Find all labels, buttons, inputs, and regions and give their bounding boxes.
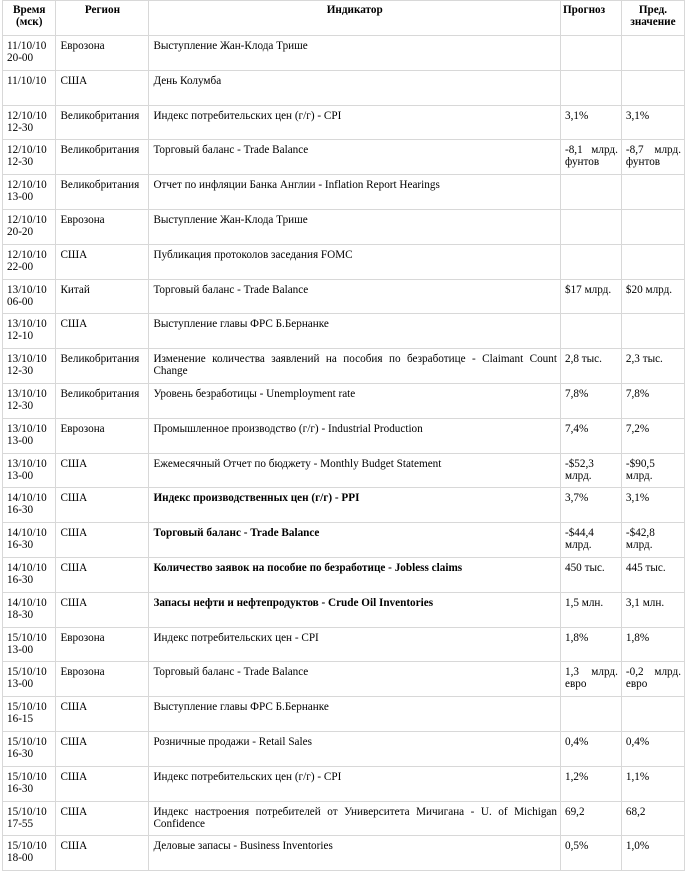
cell-indicator: Выступление главы ФРС Б.Бернанке — [149, 314, 561, 349]
table-row — [3, 383, 685, 418]
table-row — [3, 801, 685, 836]
cell-region: США — [56, 453, 149, 488]
event-time: 12-30 — [7, 156, 34, 169]
table-row — [3, 314, 685, 349]
event-date: 15/10/10 — [7, 701, 47, 714]
cell-indicator: Индекс настроения потребителей от Университета Мичигана - U. of Michigan Confidence — [149, 801, 561, 836]
cell-region: Великобритания — [56, 349, 149, 384]
cell-time — [3, 314, 56, 349]
event-time: 13-00 — [7, 434, 34, 447]
cell-region: Еврозона — [56, 662, 149, 697]
event-date: 14/10/10 — [7, 527, 47, 540]
cell-forecast: 0,5% — [560, 836, 621, 871]
economic-calendar-table — [2, 0, 685, 871]
cell-region: Еврозона — [56, 209, 149, 244]
table-row — [3, 662, 685, 697]
cell-region: Еврозона — [56, 627, 149, 662]
table-row — [3, 453, 685, 488]
cell-region: Великобритания — [56, 105, 149, 140]
cell-previous: -$90,5 млрд. — [621, 453, 684, 488]
cell-indicator: Торговый баланс - Trade Balance — [149, 662, 561, 697]
cell-forecast: -8,1 млрд. фунтов — [560, 140, 621, 175]
cell-time — [3, 383, 56, 418]
header-previous: Пред. значение — [621, 1, 684, 36]
cell-forecast: 3,7% — [560, 488, 621, 523]
cell-time — [3, 488, 56, 523]
cell-time — [3, 244, 56, 279]
cell-region: Великобритания — [56, 140, 149, 175]
cell-region: Великобритания — [56, 383, 149, 418]
cell-time — [3, 836, 56, 871]
header-indicator: Индикатор — [149, 1, 561, 36]
cell-indicator: День Колумба — [149, 70, 561, 105]
cell-previous — [621, 314, 684, 349]
cell-time — [3, 105, 56, 140]
header-time: Время (мск) — [3, 1, 56, 36]
cell-region: США — [56, 801, 149, 836]
event-date: 13/10/10 — [7, 457, 47, 470]
cell-region: США — [56, 314, 149, 349]
cell-indicator: Торговый баланс - Trade Balance — [149, 140, 561, 175]
table-row — [3, 488, 685, 523]
event-date: 12/10/10 — [7, 213, 47, 226]
cell-indicator: Деловые запасы - Business Inventories — [149, 836, 561, 871]
cell-previous — [621, 175, 684, 210]
event-date: 13/10/10 — [7, 422, 47, 435]
cell-indicator: Выступление Жан-Клода Трише — [149, 36, 561, 71]
event-time: 12-10 — [7, 330, 34, 343]
cell-forecast — [560, 697, 621, 732]
cell-region: США — [56, 836, 149, 871]
event-date: 13/10/10 — [7, 318, 47, 331]
event-date: 14/10/10 — [7, 492, 47, 505]
cell-previous: 1,8% — [621, 627, 684, 662]
table-row — [3, 697, 685, 732]
cell-indicator: Промышленное производство (г/г) - Industrial Production — [149, 418, 561, 453]
table-row — [3, 70, 685, 105]
cell-indicator: Индекс потребительских цен (г/г) - CPI — [149, 766, 561, 801]
cell-previous: $20 млрд. — [621, 279, 684, 314]
event-date: 13/10/10 — [7, 387, 47, 400]
cell-region: США — [56, 592, 149, 627]
cell-time — [3, 140, 56, 175]
cell-indicator: Количество заявок на пособие по безработице - Jobless claims — [149, 557, 561, 592]
cell-time — [3, 349, 56, 384]
event-date: 15/10/10 — [7, 805, 47, 818]
event-date: 15/10/10 — [7, 735, 47, 748]
cell-indicator: Публикация протоколов заседания FOMC — [149, 244, 561, 279]
event-time: 13-00 — [7, 643, 34, 656]
cell-forecast: 1,8% — [560, 627, 621, 662]
event-date: 13/10/10 — [7, 283, 47, 296]
event-time: 12-30 — [7, 365, 34, 378]
event-time: 12-30 — [7, 399, 34, 412]
cell-indicator: Уровень безработицы - Unemployment rate — [149, 383, 561, 418]
cell-time — [3, 36, 56, 71]
cell-forecast: 450 тыс. — [560, 557, 621, 592]
cell-forecast — [560, 244, 621, 279]
table-body — [3, 36, 685, 871]
cell-indicator: Изменение количества заявлений на пособия по безработице - Claimant Count Change — [149, 349, 561, 384]
cell-time — [3, 697, 56, 732]
event-date: 12/10/10 — [7, 248, 47, 261]
cell-forecast: 1,5 млн. — [560, 592, 621, 627]
table-header-row — [3, 1, 685, 36]
cell-previous: 3,1 млн. — [621, 592, 684, 627]
event-time: 16-30 — [7, 573, 34, 586]
cell-time — [3, 662, 56, 697]
table-row — [3, 766, 685, 801]
event-time: 18-30 — [7, 608, 34, 621]
cell-forecast: 7,8% — [560, 383, 621, 418]
cell-time — [3, 523, 56, 558]
cell-region: США — [56, 523, 149, 558]
cell-region: Китай — [56, 279, 149, 314]
cell-forecast: 3,1% — [560, 105, 621, 140]
cell-previous — [621, 70, 684, 105]
table-row — [3, 731, 685, 766]
table-row — [3, 279, 685, 314]
cell-previous: 68,2 — [621, 801, 684, 836]
table-row — [3, 836, 685, 871]
cell-time — [3, 627, 56, 662]
cell-time — [3, 801, 56, 836]
cell-region: США — [56, 488, 149, 523]
event-date: 12/10/10 — [7, 109, 47, 122]
cell-previous: 1,0% — [621, 836, 684, 871]
cell-indicator: Выступление Жан-Клода Трише — [149, 209, 561, 244]
event-time: 06-00 — [7, 295, 34, 308]
cell-region: США — [56, 244, 149, 279]
cell-region: США — [56, 557, 149, 592]
cell-previous — [621, 209, 684, 244]
event-time: 13-00 — [7, 469, 34, 482]
cell-region: США — [56, 766, 149, 801]
table-row — [3, 175, 685, 210]
event-time: 16-30 — [7, 747, 34, 760]
event-time: 16-30 — [7, 504, 34, 517]
cell-region: Великобритания — [56, 175, 149, 210]
event-time: 16-30 — [7, 782, 34, 795]
cell-indicator: Розничные продажи - Retail Sales — [149, 731, 561, 766]
cell-previous — [621, 244, 684, 279]
cell-previous: 0,4% — [621, 731, 684, 766]
cell-previous — [621, 697, 684, 732]
cell-forecast: -$44,4 млрд. — [560, 523, 621, 558]
event-time: 20-20 — [7, 225, 34, 238]
event-date: 13/10/10 — [7, 353, 47, 366]
cell-previous: 7,8% — [621, 383, 684, 418]
event-date: 12/10/10 — [7, 179, 47, 192]
table-row — [3, 627, 685, 662]
cell-previous: 3,1% — [621, 105, 684, 140]
cell-forecast: -$52,3 млрд. — [560, 453, 621, 488]
cell-previous — [621, 36, 684, 71]
event-date: 11/10/10 — [7, 40, 47, 52]
event-date: 15/10/10 — [7, 631, 47, 644]
event-time: 20-00 — [7, 52, 34, 64]
cell-forecast — [560, 175, 621, 210]
cell-region: США — [56, 697, 149, 732]
cell-forecast: 1,2% — [560, 766, 621, 801]
cell-region: Еврозона — [56, 418, 149, 453]
cell-indicator: Индекс потребительских цен - CPI — [149, 627, 561, 662]
cell-forecast — [560, 70, 621, 105]
event-time: 22-00 — [7, 260, 34, 273]
cell-indicator: Выступление главы ФРС Б.Бернанке — [149, 697, 561, 732]
cell-time — [3, 209, 56, 244]
table-row — [3, 349, 685, 384]
cell-previous: 2,3 тыс. — [621, 349, 684, 384]
event-time: 17-55 — [7, 817, 34, 830]
cell-previous: 7,2% — [621, 418, 684, 453]
cell-indicator: Индекс производственных цен (г/г) - PPI — [149, 488, 561, 523]
cell-forecast — [560, 314, 621, 349]
event-time: 12-30 — [7, 121, 34, 134]
cell-forecast: 2,8 тыс. — [560, 349, 621, 384]
table-row — [3, 523, 685, 558]
cell-time — [3, 731, 56, 766]
cell-forecast — [560, 36, 621, 71]
cell-previous: 3,1% — [621, 488, 684, 523]
event-date: 14/10/10 — [7, 561, 47, 574]
cell-previous: 1,1% — [621, 766, 684, 801]
cell-region: США — [56, 70, 149, 105]
cell-indicator: Ежемесячный Отчет по бюджету - Monthly Budget Statement — [149, 453, 561, 488]
cell-previous: -0,2 млрд. евро — [621, 662, 684, 697]
cell-forecast: 69,2 — [560, 801, 621, 836]
cell-region: Еврозона — [56, 36, 149, 71]
cell-forecast: 0,4% — [560, 731, 621, 766]
table-row — [3, 105, 685, 140]
event-time: 16-15 — [7, 713, 34, 726]
cell-previous: -$42,8 млрд. — [621, 523, 684, 558]
event-date: 15/10/10 — [7, 770, 47, 783]
event-time: 13-00 — [7, 678, 34, 691]
table-row — [3, 557, 685, 592]
cell-time — [3, 418, 56, 453]
event-date: 12/10/10 — [7, 144, 47, 157]
cell-time — [3, 70, 56, 105]
event-date: 14/10/10 — [7, 596, 47, 609]
event-date: 11/10/10 — [7, 74, 47, 87]
cell-time — [3, 557, 56, 592]
table-row — [3, 592, 685, 627]
cell-indicator: Индекс потребительских цен (г/г) - CPI — [149, 105, 561, 140]
table-row — [3, 244, 685, 279]
cell-indicator: Запасы нефти и нефтепродуктов - Crude Oil Inventories — [149, 592, 561, 627]
cell-time — [3, 279, 56, 314]
cell-time — [3, 175, 56, 210]
cell-region: США — [56, 731, 149, 766]
header-forecast: Прогноз — [560, 1, 621, 36]
cell-indicator: Торговый баланс - Trade Balance — [149, 279, 561, 314]
cell-time — [3, 453, 56, 488]
cell-indicator: Торговый баланс - Trade Balance — [149, 523, 561, 558]
table-row — [3, 209, 685, 244]
event-time: 16-30 — [7, 539, 34, 552]
table-row — [3, 418, 685, 453]
cell-forecast: 1,3 млрд. евро — [560, 662, 621, 697]
cell-forecast — [560, 209, 621, 244]
event-date: 15/10/10 — [7, 666, 47, 679]
event-time: 18-00 — [7, 852, 34, 865]
event-date: 15/10/10 — [7, 840, 47, 853]
table-row — [3, 140, 685, 175]
cell-time — [3, 766, 56, 801]
cell-forecast: $17 млрд. — [560, 279, 621, 314]
cell-forecast: 7,4% — [560, 418, 621, 453]
cell-previous: 445 тыс. — [621, 557, 684, 592]
cell-previous: -8,7 млрд. фунтов — [621, 140, 684, 175]
header-region: Регион — [56, 1, 149, 36]
table-row — [3, 36, 685, 71]
cell-time — [3, 592, 56, 627]
event-time: 13-00 — [7, 191, 34, 204]
cell-indicator: Отчет по инфляции Банка Англии - Inflation Report Hearings — [149, 175, 561, 210]
